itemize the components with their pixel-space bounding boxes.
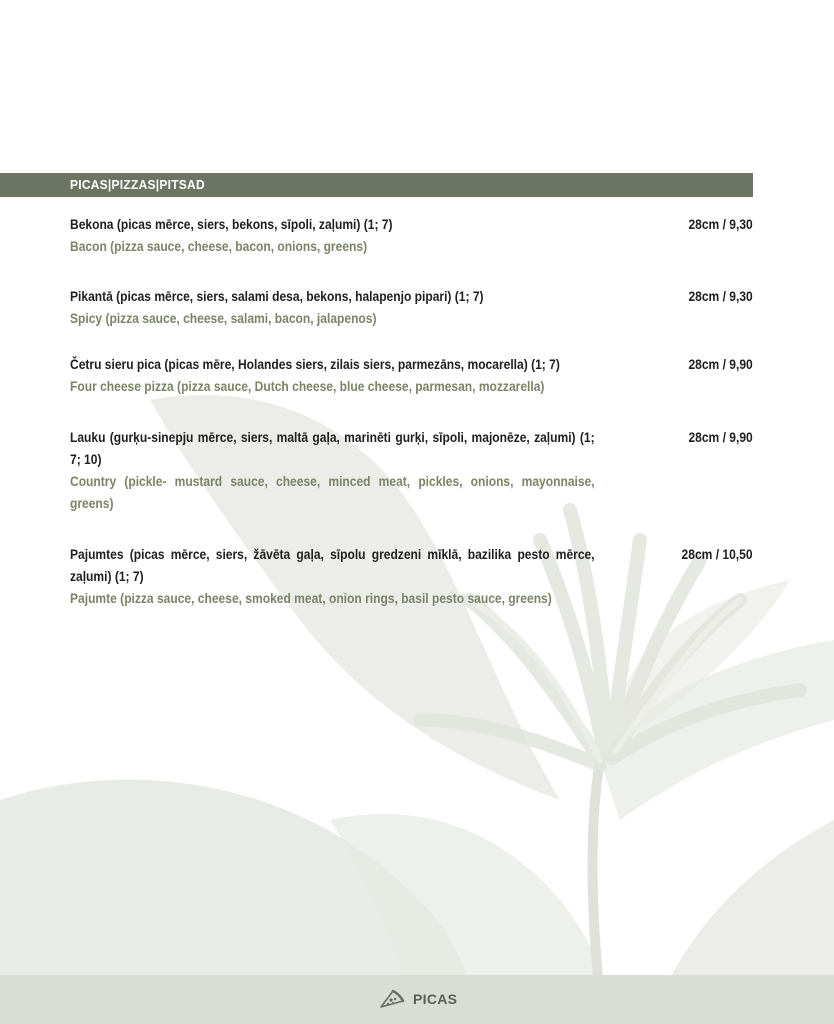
- item-name-english: Spicy (pizza sauce, cheese, salami, bacon, jalapenos): [70, 310, 377, 326]
- item-price: 28cm / 9,90: [688, 429, 753, 445]
- item-name-latvian: Lauku (gurķu-sinepju mērce, siers, maltā gaļa, marinēti gurķi, sīpoli, majonēze, zaļumi) (1; 7; 10): [70, 429, 595, 467]
- item-name-latvian: Pajumtes (picas mērce, siers, žāvēta gaļa, sīpolu gredzeni mīklā, bazilika pesto mērce, zaļumi) (1; 7): [70, 546, 595, 584]
- item-name-english: Country (pickle- mustard sauce, cheese, minced meat, pickles, onions, mayonnaise, greens): [70, 473, 595, 511]
- item-price: 28cm / 9,30: [688, 288, 753, 304]
- item-name-english: Four cheese pizza (pizza sauce, Dutch cheese, blue cheese, parmesan, mozzarella): [70, 378, 545, 394]
- item-name-latvian: Četru sieru pica (picas mēre, Holandes siers, zilais siers, parmezāns, mocarella) (1; 7): [70, 356, 560, 372]
- item-price: 28cm / 9,30: [688, 216, 753, 232]
- menu-item: [70, 543, 753, 609]
- item-name-latvian: Bekona (picas mērce, siers, bekons, sīpoli, zaļumi) (1; 7): [70, 216, 393, 232]
- item-price: 28cm / 9,90: [688, 356, 753, 372]
- footer-bar: [0, 975, 834, 1024]
- item-name-english: Bacon (pizza sauce, cheese, bacon, onions, greens): [70, 238, 368, 254]
- menu-item: [70, 285, 753, 329]
- item-name-english: Pajumte (pizza sauce, cheese, smoked meat, onion rings, basil pesto sauce, greens): [70, 590, 552, 606]
- menu-item: [70, 353, 753, 397]
- menu-item: [70, 213, 753, 257]
- item-name-latvian: Pikantā (picas mērce, siers, salami desa, bekons, halapenjo pipari) (1; 7): [70, 288, 484, 304]
- section-header-bar: [0, 173, 753, 197]
- footer-section-link[interactable]: [379, 987, 457, 1011]
- footer-label: PICAS: [413, 991, 458, 1007]
- menu-item: [70, 426, 753, 514]
- item-price: 28cm / 10,50: [682, 546, 753, 562]
- section-title: PICAS|PIZZAS|PITSAD: [70, 177, 205, 192]
- pizza-slice-icon: [379, 988, 405, 1010]
